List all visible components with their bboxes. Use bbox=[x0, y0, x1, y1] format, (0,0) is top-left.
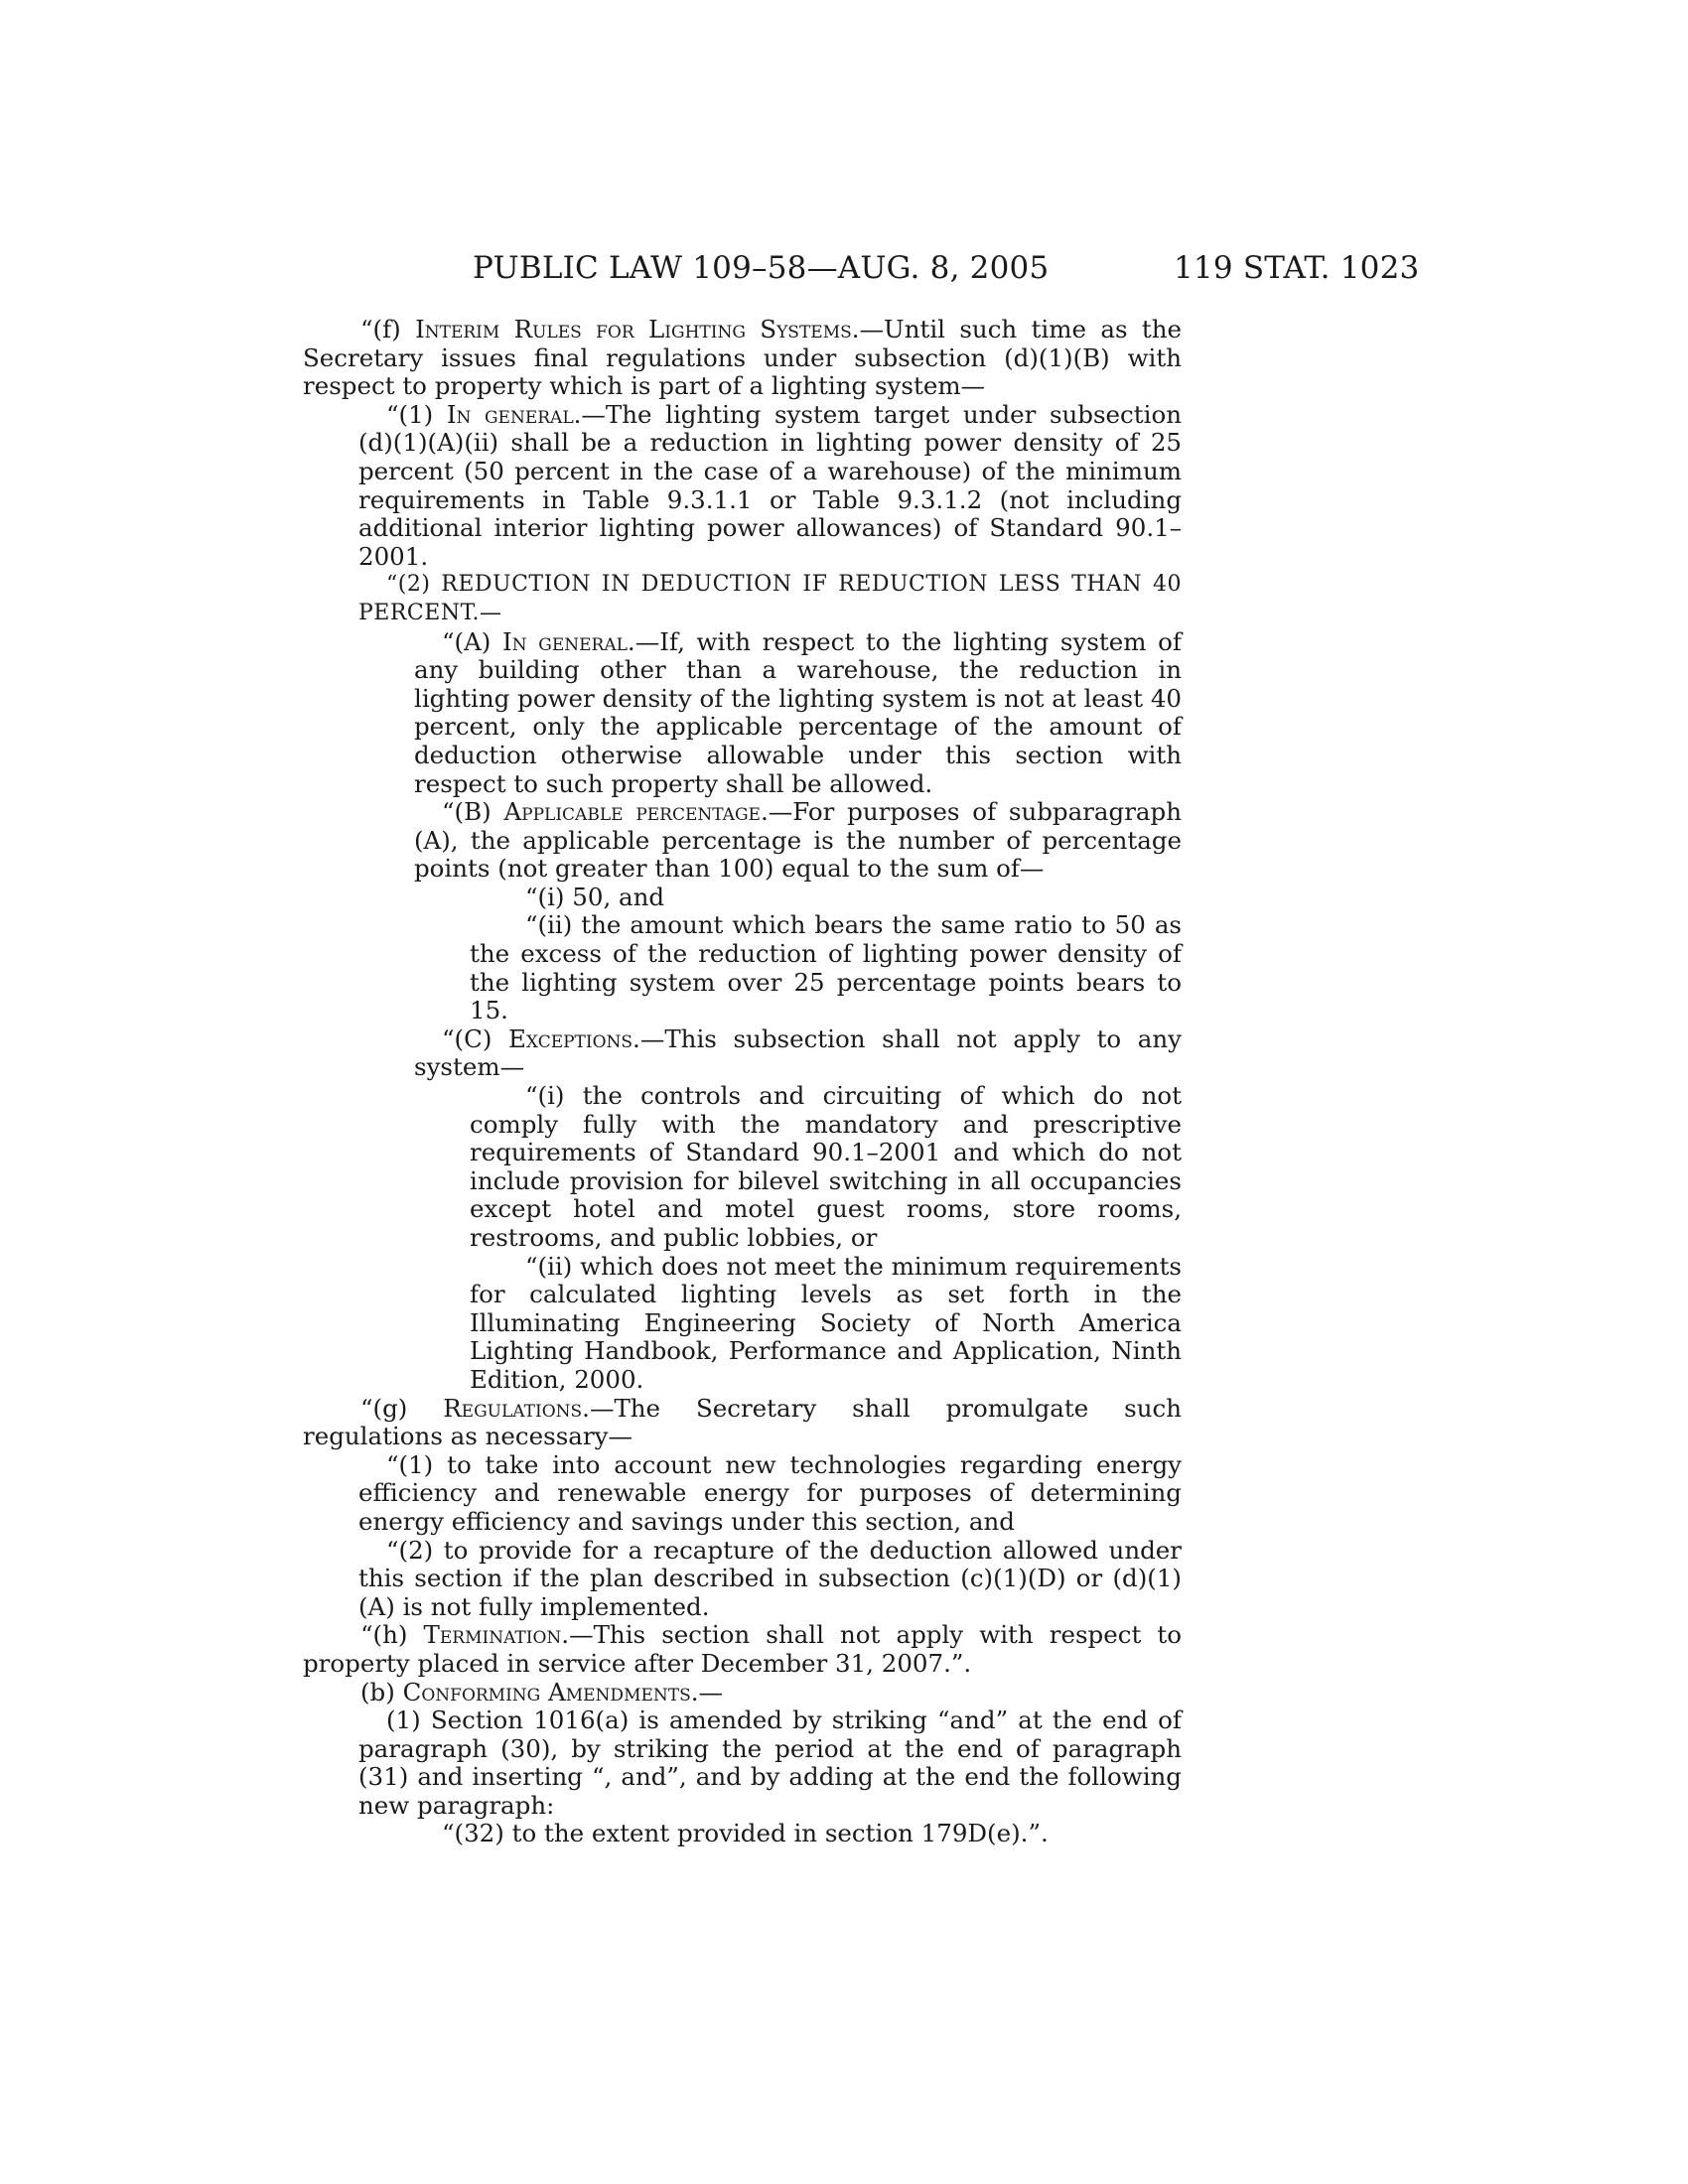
new-paragraph-32: “(32) to the extent provided in section 179D(e).”. bbox=[442, 1819, 1049, 1848]
subsection-g: “(g) Regulations.—The Secretary shall promulgate such regulations as necessary— bbox=[303, 1393, 1182, 1451]
subparagraph-f2c: “(C) Exceptions.—This subsection shall not apply to any system— bbox=[414, 1024, 1182, 1082]
stat-page-number: 119 STAT. 1023 bbox=[1174, 250, 1420, 286]
paragraph-f2-heading: “(2) REDUCTION IN DEDUCTION IF REDUCTION LESS THAN 40 PERCENT.— bbox=[358, 572, 1182, 625]
running-title: PUBLIC LAW 109–58—AUG. 8, 2005 bbox=[473, 250, 1050, 286]
page-header bbox=[0, 250, 1688, 290]
clause-f2b-ii: “(ii) the amount which bears the same ratio to 50 as the excess of the reduction of lighting power density of the lighting system over 25 percentage points bears to 15. bbox=[470, 910, 1182, 1025]
clause-f2c-ii: “(ii) which does not meet the minimum requirements for calculated lighting levels as set forth in the Illuminating Engineering Society of North America Lighting Handbook, Performance and Application, Ninth Edition, 2000. bbox=[470, 1251, 1182, 1394]
paragraph-f1-heading: In general. bbox=[446, 399, 582, 429]
subparagraph-f2a-heading: In general. bbox=[502, 626, 635, 656]
subparagraph-f2a: “(A) In general.—If, with respect to the lighting system of any building other than a warehouse, the reduction in lighting power density of the lighting system is not at least 40 percent, only the applicable percentage of the amount of deduction otherwise allowable under this section with respect to such property shall be allowed. bbox=[414, 626, 1182, 798]
paragraph-b1: (1) Section 1016(a) is amended by striking “and” at the end of paragraph (30), by striking the period at the end of paragraph (31) and inserting “, and”, and by adding at the end the following new paragraph: bbox=[358, 1706, 1182, 1820]
subsection-b-heading: (b) Conforming Amendments.— bbox=[360, 1677, 724, 1706]
subparagraph-f2b-heading: Applicable percentage. bbox=[503, 797, 769, 827]
paragraph-f1: “(1) In general.—The lighting system target under subsection (d)(1)(A)(ii) shall be a reduction in lighting power density of 25 percent (50 percent in the case of a warehouse) of the minimum requirements in Table 9.3.1.1 or Table 9.3.1.2 (not including additional interior lighting power allowances) of Standard 90.1–2001. bbox=[358, 399, 1182, 571]
subsection-f-heading: Interim Rules for Lighting Systems. bbox=[415, 315, 860, 343]
clause-f2b-i: “(i) 50, and bbox=[525, 882, 665, 911]
paragraph-g2: “(2) to provide for a recapture of the deduction allowed under this section if the plan described in subsection (c)(1)(D) or (d)(1)(A) is not fully implemented. bbox=[358, 1535, 1182, 1621]
subsection-g-heading: Regulations. bbox=[443, 1393, 590, 1423]
paragraph-g1: “(1) to take into account new technologies regarding energy efficiency and renewable energy for purposes of determining energy efficiency and savings under this section, and bbox=[358, 1449, 1182, 1536]
clause-f2c-i: “(i) the controls and circuiting of which do not comply fully with the mandatory and prescriptive requirements of Standard 90.1–2001 and which do not include provision for bilevel switching in all occupancies except hotel and motel guest rooms, store rooms, restrooms, and public lobbies, or bbox=[470, 1081, 1182, 1252]
document-body bbox=[303, 316, 1182, 1848]
subsection-f: “(f) Interim Rules for Lighting Systems.—Until such time as the Secretary issues final regulations under subsection (d)(1)(B) with respect to property which is part of a lighting system— bbox=[303, 315, 1183, 401]
subparagraph-f2b: “(B) Applicable percentage.—For purposes of subparagraph (A), the applicable percentage is the number of percentage points (not greater than 100) equal to the sum of— bbox=[414, 797, 1182, 884]
subsection-h-heading: Termination. bbox=[423, 1620, 570, 1650]
subsection-h: “(h) Termination.—This section shall not apply with respect to property placed in service after December 31, 2007.”. bbox=[303, 1620, 1182, 1678]
subparagraph-f2c-heading: Exceptions. bbox=[508, 1024, 640, 1053]
